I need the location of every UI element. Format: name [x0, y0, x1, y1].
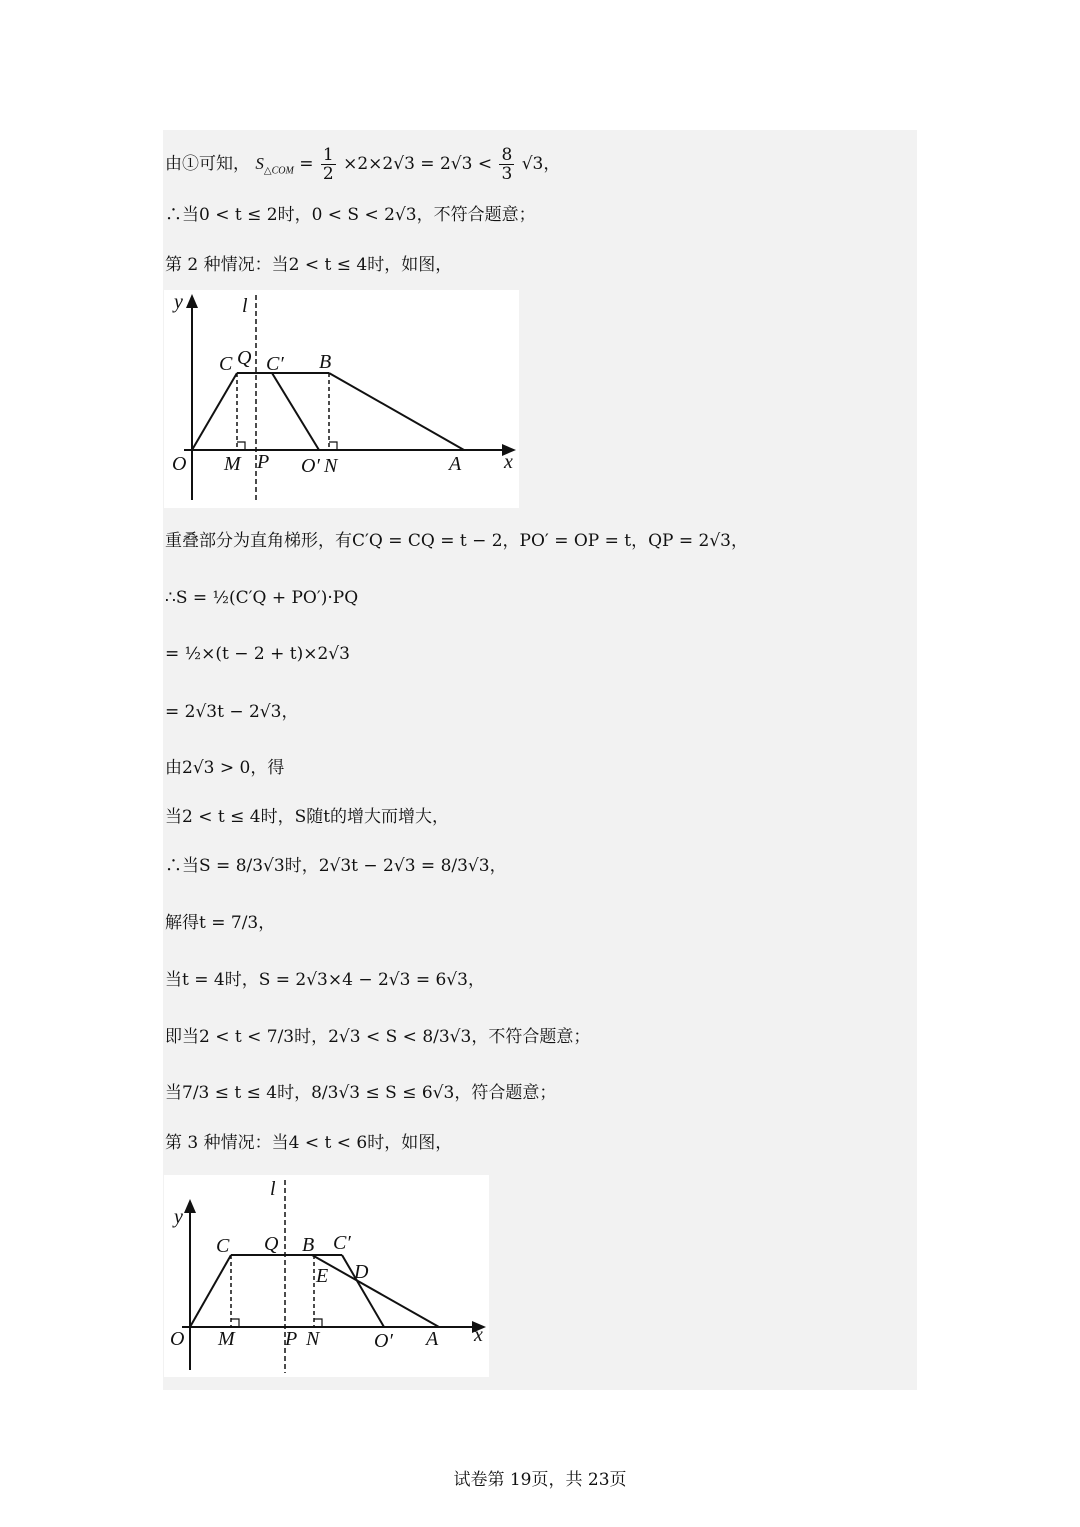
label-b: B [302, 1234, 315, 1256]
solution-line-12: 当t = 4时，S = 2√3×4 − 2√3 = 6√3， [165, 970, 485, 990]
label-e: E [316, 1265, 329, 1287]
label-n: N [306, 1328, 320, 1350]
label-x: x [504, 451, 513, 473]
label-q: Q [264, 1233, 279, 1255]
solution-line-11: 解得t = 7/3， [165, 913, 276, 933]
label-q: Q [237, 347, 252, 369]
label-a: A [449, 453, 462, 475]
right-angle-n [314, 1319, 322, 1327]
label-c-prime: C′ [266, 353, 284, 375]
y-axis-arrow [184, 1199, 196, 1213]
figure-case-3 [164, 1175, 489, 1377]
label-o-prime: O′ [374, 1330, 393, 1352]
label-y: y [174, 1206, 183, 1228]
segment-ba [312, 1255, 439, 1327]
solution-line-13: 即当2 < t < 7/3时，2√3 < S < 8/3√3，不符合题意； [165, 1027, 591, 1047]
label-y: y [174, 291, 183, 313]
segment-oc [190, 1255, 231, 1327]
solution-line-8: 由2√3 > 0，得 [165, 758, 285, 778]
label-d: D [354, 1261, 369, 1283]
label-m: M [224, 453, 241, 475]
solution-line-1: 由①可知， $S_{\triangle COM}$ = $\frac{1}{2}$ ×2×2√3 = 2√3 < $\frac{8}{3}$ √3， [165, 145, 561, 184]
solution-line-9: 当2 < t ≤ 4时，S随t的增大而增大， [165, 807, 450, 827]
line-1-math: $S_{\triangle COM}$ [255, 154, 294, 177]
label-x: x [474, 1324, 483, 1346]
label-m: M [218, 1328, 235, 1350]
label-l: l [270, 1178, 276, 1200]
label-o-prime: O′ [301, 455, 320, 477]
label-c: C [216, 1235, 230, 1257]
label-p: P [285, 1328, 298, 1350]
solution-line-6: = ½×(t − 2 + t)×2√3 [165, 644, 350, 664]
label-a: A [426, 1328, 439, 1350]
segment-oc [192, 373, 237, 450]
solution-line-14: 当7/3 ≤ t ≤ 4时，8/3√3 ≤ S ≤ 6√3，符合题意； [165, 1083, 557, 1103]
segment-ba [329, 373, 464, 450]
page-footer: 试卷第 19页，共 23页 [453, 1470, 627, 1490]
label-b: B [319, 351, 332, 373]
solution-line-15: 第 3 种情况：当4 < t < 6时，如图， [165, 1133, 453, 1153]
segment-o2c2 [272, 373, 319, 450]
label-l: l [242, 295, 248, 317]
figure-case-2 [164, 290, 519, 508]
label-n: N [324, 455, 338, 477]
right-angle-n [329, 442, 337, 450]
solution-line-3: 第 2 种情况：当2 < t ≤ 4时，如图， [165, 255, 453, 275]
label-o: O [170, 1328, 185, 1350]
y-axis-arrow [186, 294, 198, 308]
solution-line-2: ∴当0 < t ≤ 2时，0 < S < 2√3，不符合题意； [165, 205, 536, 225]
right-angle-m [237, 442, 245, 450]
fraction-half: $\frac{1}{2}$ [322, 145, 334, 184]
solution-line-5: ∴S = ½(C′Q + PO′)·PQ [165, 588, 359, 608]
solution-line-10: ∴当S = 8/3√3时，2√3t − 2√3 = 8/3√3， [165, 856, 507, 876]
right-angle-m [231, 1319, 239, 1327]
solution-line-4: 重叠部分为直角梯形，有C′Q = CQ = t − 2，PO′ = OP = t，QP = 2√3， [165, 531, 748, 551]
line-1-prefix: 由①可知， [165, 154, 250, 174]
fraction-eight-thirds: $\frac{8}{3}$ [501, 145, 513, 184]
label-p: P [257, 451, 270, 473]
label-c: C [219, 353, 233, 375]
solution-line-7: = 2√3t − 2√3， [165, 702, 299, 722]
label-o: O [172, 453, 187, 475]
label-c-prime: C′ [333, 1232, 351, 1254]
